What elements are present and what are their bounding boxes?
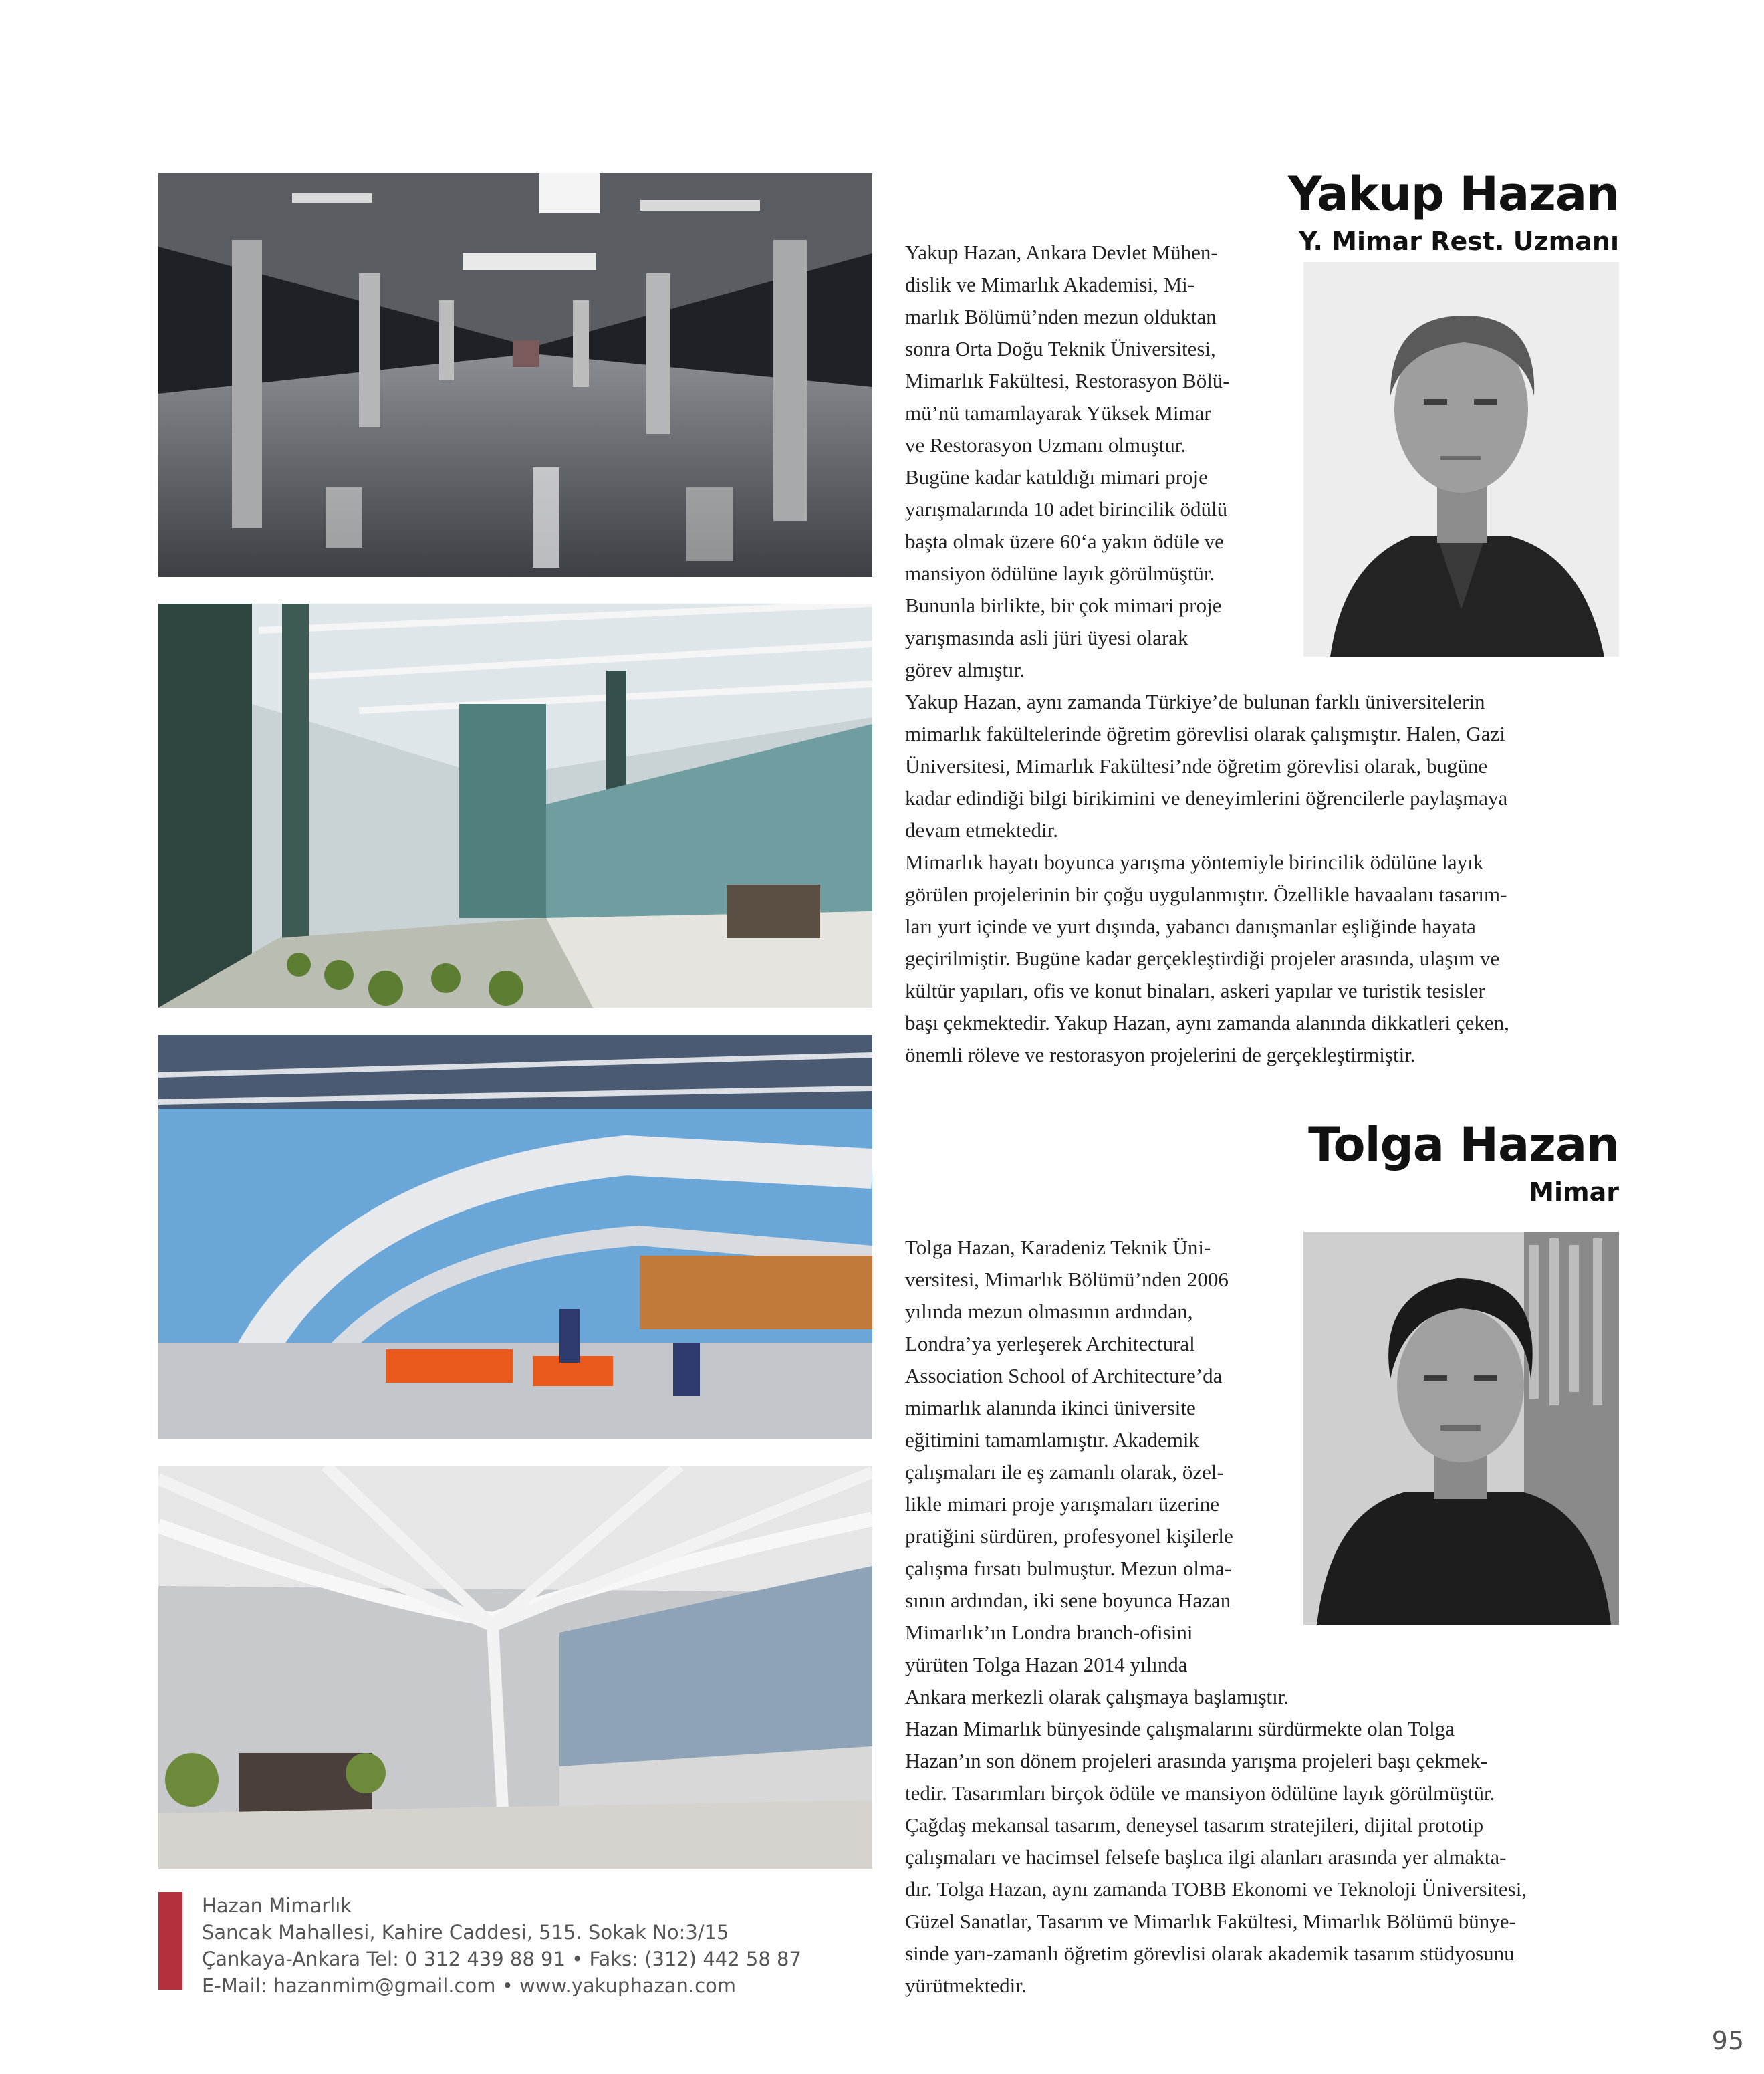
bio-line: sinde yarı-zamanlı öğretim görevlisi olarak akademik tasarım stüdyosunu bbox=[905, 1942, 1515, 1965]
bio-line: Bugüne kadar katıldığı mimari proje bbox=[905, 465, 1208, 489]
bio-line: Association School of Architecture’da bbox=[905, 1364, 1223, 1387]
bio-line: versitesi, Mimarlık Bölümü’nden 2006 bbox=[905, 1268, 1229, 1291]
bio-line: yürütmektedir. bbox=[905, 1974, 1027, 1997]
bio-line: Ankara merkezli olarak çalışmaya başlamıştır. bbox=[905, 1685, 1289, 1708]
bio-line: kadar edindiği bilgi birikimini ve deneyimlerini öğrencilerle paylaşmaya bbox=[905, 786, 1508, 810]
bio-line: ları yurt içinde ve yurt dışında, yabancı danışmanlar eşliğinde hayata bbox=[905, 915, 1476, 938]
architecture-photo-3 bbox=[158, 1035, 872, 1439]
bio-line: Hazan Mimarlık bünyesinde çalışmalarını sürdürmekte olan Tolga bbox=[905, 1717, 1455, 1740]
person-role-tolga-hazan: Mimar bbox=[1529, 1177, 1619, 1207]
bio-line: mansiyon ödülüne layık görülmüştür. bbox=[905, 562, 1215, 585]
bio-line: yarışmasında asli jüri üyesi olarak bbox=[905, 626, 1188, 649]
bio-line: Çağdaş mekansal tasarım, deneysel tasarım stratejileri, dijital prototip bbox=[905, 1813, 1484, 1837]
bio-line: Bununla birlikte, bir çok mimari proje bbox=[905, 594, 1222, 617]
person-name-yakup-hazan: Yakup Hazan bbox=[1288, 166, 1619, 221]
bio-line: sonra Orta Doğu Teknik Üniversitesi, bbox=[905, 337, 1216, 360]
bio-line: sının ardından, iki sene boyunca Hazan bbox=[905, 1589, 1231, 1612]
company-email-web: E-Mail: hazanmim@gmail.com • www.yakuphazan.com bbox=[202, 1974, 737, 1997]
bio-text-yakup-hazan bbox=[905, 237, 1509, 1071]
bio-line: marlık Bölümü’nden mezun olduktan bbox=[905, 305, 1217, 328]
bio-line: Tolga Hazan, Karadeniz Teknik Üni- bbox=[905, 1236, 1211, 1259]
page-number: 95 bbox=[1711, 2026, 1744, 2055]
bio-line: pratiğini sürdüren, profesyonel kişilerle bbox=[905, 1524, 1233, 1548]
bio-line: Üniversitesi, Mimarlık Fakültesi’nde öğretim görevlisi olarak, bugüne bbox=[905, 754, 1488, 778]
bio-line: görev almıştır. bbox=[905, 658, 1025, 681]
company-name: Hazan Mimarlık bbox=[202, 1894, 352, 1917]
bio-line: başta olmak üzere 60‘a yakın ödüle ve bbox=[905, 530, 1224, 553]
bio-line: tedir. Tasarımları birçok ödüle ve mansiyon ödülüne layık görülmüştür. bbox=[905, 1781, 1495, 1805]
bio-line: görülen projelerinin bir çoğu uygulanmıştır. Özellikle havaalanı tasarım- bbox=[905, 883, 1507, 906]
bio-line: çalışmaları ile eş zamanlı olarak, özel- bbox=[905, 1460, 1224, 1484]
bio-line: devam etmektedir. bbox=[905, 818, 1058, 842]
bio-line: Hazan’ın son dönem projeleri arasında yarışma projeleri başı çekmek- bbox=[905, 1749, 1488, 1772]
bio-line: mü’nü tamamlayarak Yüksek Mimar bbox=[905, 401, 1211, 425]
bio-line: çalışmaları ve hacimsel felsefe başlıca ilgi alanları arasında yer almakta- bbox=[905, 1845, 1507, 1869]
bio-line: mimarlık fakültelerinde öğretim görevlisi olarak çalışmıştır. Halen, Gazi bbox=[905, 722, 1505, 745]
contact-accent-bar bbox=[158, 1892, 182, 1990]
bio-line: yılında mezun olmasının ardından, bbox=[905, 1300, 1193, 1323]
bio-line: çalışma fırsatı bulmuştur. Mezun olma- bbox=[905, 1557, 1232, 1580]
person-role-yakup-hazan: Y. Mimar Rest. Uzmanı bbox=[1299, 227, 1619, 256]
bio-line: Güzel Sanatlar, Tasarım ve Mimarlık Fakültesi, Mimarlık Bölümü bünye- bbox=[905, 1910, 1516, 1933]
bio-line: ve Restorasyon Uzmanı olmuştur. bbox=[905, 433, 1186, 457]
bio-line: likle mimari proje yarışmaları üzerine bbox=[905, 1492, 1219, 1516]
bio-line: kültür yapıları, ofis ve konut binaları, askeri yapılar ve turistik tesisler bbox=[905, 979, 1485, 1002]
bio-line: Londra’ya yerleşerek Architectural bbox=[905, 1332, 1195, 1355]
bio-line: geçirilmiştir. Bugüne kadar gerçekleştirdiği projeler arasında, ulaşım ve bbox=[905, 947, 1500, 970]
bio-text-tolga-hazan bbox=[905, 1232, 1527, 2002]
bio-line: önemli röleve ve restorasyon projelerini de gerçekleştirmiştir. bbox=[905, 1043, 1416, 1066]
architecture-photo-4 bbox=[158, 1466, 872, 1869]
bio-line: başı çekmektedir. Yakup Hazan, aynı zamanda alanında dikkatleri çeken, bbox=[905, 1011, 1509, 1034]
contact-block bbox=[202, 1892, 801, 1999]
architecture-photo-2 bbox=[158, 604, 872, 1008]
bio-line: dır. Tolga Hazan, aynı zamanda TOBB Ekonomi ve Teknoloji Üniversitesi, bbox=[905, 1877, 1527, 1901]
bio-line: Mimarlık Fakültesi, Restorasyon Bölü- bbox=[905, 369, 1230, 392]
bio-line: Yakup Hazan, aynı zamanda Türkiye’de bulunan farklı üniversitelerin bbox=[905, 690, 1485, 713]
bio-line: dislik ve Mimarlık Akademisi, Mi- bbox=[905, 273, 1195, 296]
bio-line: Mimarlık’ın Londra branch-ofisini bbox=[905, 1621, 1193, 1644]
bio-line: Mimarlık hayatı boyunca yarışma yöntemiyle birincilik ödülüne layık bbox=[905, 850, 1484, 874]
bio-line: mimarlık alanında ikinci üniversite bbox=[905, 1396, 1196, 1419]
bio-line: yarışmalarında 10 adet birincilik ödülü bbox=[905, 497, 1228, 521]
bio-line: yürüten Tolga Hazan 2014 yılında bbox=[905, 1653, 1188, 1676]
bio-line: eğitimini tamamlamıştır. Akademik bbox=[905, 1428, 1199, 1452]
company-city-phone: Çankaya-Ankara Tel: 0 312 439 88 91 • Faks: (312) 442 58 87 bbox=[202, 1948, 801, 1970]
bio-line: Yakup Hazan, Ankara Devlet Mühen- bbox=[905, 241, 1218, 264]
architecture-photo-1 bbox=[158, 173, 872, 577]
person-name-tolga-hazan: Tolga Hazan bbox=[1308, 1117, 1619, 1172]
company-address: Sancak Mahallesi, Kahire Caddesi, 515. Sokak No:3/15 bbox=[202, 1921, 729, 1944]
